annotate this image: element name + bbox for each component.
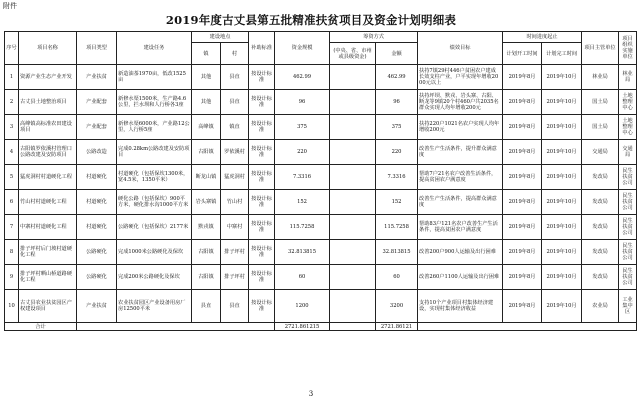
row-standard: 按设计标准 [249,165,275,190]
row-task: 完成200米公路硬化及保坎 [117,265,192,290]
row-task: 新修水渠6000米，产业路12公里，人行桥5座 [117,115,192,140]
row-benefit: 改善260户1100人运输及出行困难 [418,265,503,290]
row-benefit: 改善生产生活条件，提高群众满意度 [418,190,503,215]
row-task: 新造油茶1970亩，低改1525亩 [117,65,192,90]
row-town: 岩头寨镇 [192,190,221,215]
row-task: 硬化公路（包括保坎）900平方米，硬化排水沟1000平方米 [117,190,192,215]
row-dept: 发改局 [582,190,619,215]
row-village: 县直 [221,65,249,90]
row-task: 新修水渠1500米，生产路4.6公里，拦水坝和人行桥各3座 [117,90,192,115]
row-project-name: 猛虎洞村村道硬化工程 [19,165,77,190]
row-village: 中寨村 [221,215,249,240]
row-village: 罗依溪村 [221,140,249,165]
row-project-name: 中寨村村道硬化工程 [19,215,77,240]
row-project-name: 古丈县农业扶贫园区产权建设项目 [19,290,77,323]
row-end: 2019年10月 [542,190,582,215]
row-amount: 60 [376,265,418,290]
header-seq: 序号 [5,32,19,65]
row-dept: 交通局 [582,140,619,165]
row-standard: 按设计标准 [249,290,275,323]
row-village: 猛虎洞村 [221,165,249,190]
row-amount: 152 [376,190,418,215]
row-scale: 32.813815 [275,240,330,265]
row-scale: 7.3316 [275,165,330,190]
row-scale: 375 [275,115,330,140]
row-standard: 按设计标准 [249,265,275,290]
table-row [5,290,637,323]
row-amount: 462.99 [376,65,418,90]
total-amount: 2721.86121 [376,323,418,331]
table-row [5,265,637,290]
row-source [330,215,376,240]
header-subsidy-standard: 补助标准 [249,32,275,65]
row-village: 排子坪村 [221,240,249,265]
header-fund-scale: 资金规模 [275,32,330,65]
row-standard: 按设计标准 [249,90,275,115]
row-start: 2019年8月 [503,140,542,165]
row-village: 镇直 [221,115,249,140]
row-end: 2019年10月 [542,290,582,323]
row-benefit: 扶持220户1021名农户实现人均年增收200元 [418,115,503,140]
row-standard: 按设计标准 [249,240,275,265]
row-dept: 发改局 [582,265,619,290]
row-start: 2019年8月 [503,290,542,323]
row-impl: 民生扶贫公司 [619,240,637,265]
row-project-name: 古丈县土地整治项目 [19,90,77,115]
row-impl: 民生扶贫公司 [619,165,637,190]
row-project-name: 高峰镇高标准农田建设项目 [19,115,77,140]
row-impl: 工业集中区 [619,290,637,323]
header-implementing-unit: 项目组织实施单位 [619,32,637,65]
row-task: 村道硬化（包括保坎1300米，宽4.5米，1350平米） [117,165,192,190]
header-village: 村 [221,43,249,65]
row-benefit: 改善生产生活条件，提升群众满意度 [418,140,503,165]
row-end: 2019年10月 [542,265,582,290]
page-title: 2019年度古丈县第五批精准扶贫项目及资金计划明细表 [165,13,457,27]
row-source [330,115,376,140]
row-benefit: 帮助7户21名农户改善生活条件，提高贫困农户满意度 [418,165,503,190]
row-impl: 林业局 [619,65,637,90]
row-end: 2019年10月 [542,165,582,190]
row-town: 其他 [192,90,221,115]
row-end: 2019年10月 [542,240,582,265]
row-impl: 民生扶贫公司 [619,215,637,240]
row-seq: 9 [5,265,19,290]
row-amount: 375 [376,115,418,140]
row-town: 古阳镇 [192,265,221,290]
row-project-name: 古阳镇罗依溪村管理口公路改建及安防项目 [19,140,77,165]
row-impl: 交通局 [619,140,637,165]
total-scale: 2721.861215 [275,323,330,331]
header-project-name: 项目名称 [19,32,77,65]
row-start: 2019年8月 [503,215,542,240]
row-town: 县直 [192,290,221,323]
row-seq: 4 [5,140,19,165]
row-project-type: 村道硬化 [77,190,117,215]
row-source [330,240,376,265]
row-impl: 土地整理中心 [619,115,637,140]
row-start: 2019年8月 [503,165,542,190]
row-amount: 115.7258 [376,215,418,240]
row-start: 2019年8月 [503,115,542,140]
table-row [5,165,637,190]
row-start: 2019年8月 [503,240,542,265]
row-project-type: 产业扶贫 [77,290,117,323]
total-label: 合计 [5,323,77,331]
row-town: 断龙山镇 [192,165,221,190]
row-standard: 按设计标准 [249,115,275,140]
header-town: 镇 [192,43,221,65]
row-project-type: 公路硬化 [77,240,117,265]
row-dept: 发改局 [582,165,619,190]
row-project-type: 产业配套 [77,90,117,115]
row-town: 高峰镇 [192,115,221,140]
row-end: 2019年10月 [542,140,582,165]
row-seq: 3 [5,115,19,140]
header-amount: 金额 [376,43,418,65]
row-source [330,190,376,215]
row-dept: 林业局 [582,65,619,90]
row-source [330,90,376,115]
row-scale: 1200 [275,290,330,323]
row-amount: 32.813815 [376,240,418,265]
row-scale: 220 [275,140,330,165]
row-standard: 按设计标准 [249,140,275,165]
row-source [330,165,376,190]
row-town: 默戎镇 [192,215,221,240]
row-village: 竹山村 [221,190,249,215]
row-amount: 3200 [376,290,418,323]
row-standard: 按设计标准 [249,65,275,90]
row-end: 2019年10月 [542,115,582,140]
table-row [5,115,637,140]
row-project-type: 村道硬化 [77,215,117,240]
row-scale: 60 [275,265,330,290]
row-source [330,140,376,165]
row-benefit: 改善200户900人运输及出行困难 [418,240,503,265]
row-dept: 国土局 [582,90,619,115]
row-village: 县直 [221,90,249,115]
header-construction-task: 建设任务 [117,32,192,65]
header-plan-end: 计划完工时间 [542,43,582,65]
row-project-name: 资源产业生态产业开发 [19,65,77,90]
row-town: 古阳镇 [192,240,221,265]
row-seq: 7 [5,215,19,240]
row-project-type: 产业扶贫 [77,65,117,90]
row-amount: 220 [376,140,418,165]
row-impl: 民生扶贫公司 [619,265,637,290]
row-project-type: 公路硬化 [77,265,117,290]
header-location: 建设地点 [192,32,249,43]
row-task: 公路硬化（包括保坎）2177米 [117,215,192,240]
row-standard: 按设计标准 [249,215,275,240]
row-start: 2019年8月 [503,90,542,115]
header-funding-source: (中央、省、市州或县级资金) [330,43,376,65]
row-source [330,265,376,290]
attachment-label: 附件 [3,2,17,10]
row-start: 2019年8月 [503,65,542,90]
row-task: 完成1000米公路硬化及保坎 [117,240,192,265]
row-amount: 96 [376,90,418,115]
project-fund-table [4,31,637,331]
row-amount: 7.3316 [376,165,418,190]
row-scale: 152 [275,190,330,215]
row-town: 古阳镇 [192,140,221,165]
row-seq: 1 [5,65,19,90]
header-funding-method: 筹资方式 [330,32,418,43]
row-impl: 土地整理中心 [619,90,637,115]
row-village: 排子坪村 [221,265,249,290]
header-responsible-unit: 项目主管单位 [582,32,619,65]
table-row [5,140,637,165]
table-row [5,215,637,240]
row-benefit: 扶持坪坝、默戎、岩头寨、古阳、断龙等9镇20个村460户共2035名群众实现人均年增收200元 [418,90,503,115]
row-project-type: 村道硬化 [77,165,117,190]
table-row [5,240,637,265]
row-end: 2019年10月 [542,215,582,240]
row-project-name: 排子坪村晒山桥道路硬化工程 [19,265,77,290]
row-dept: 发改局 [582,215,619,240]
row-task: 完成0.28km公路改建及安防项目 [117,140,192,165]
row-seq: 2 [5,90,19,115]
row-task: 农业扶贫园区产业设备用房厂房12500平米 [117,290,192,323]
row-project-name: 排子坪村后门坡村道硬化工程 [19,240,77,265]
row-town: 其他 [192,65,221,90]
row-project-type: 公路改造 [77,140,117,165]
header-plan-start: 计划开工时间 [503,43,542,65]
row-seq: 10 [5,290,19,323]
row-seq: 8 [5,240,19,265]
row-benefit: 帮助83户121名农户改善生产生活条件，提高贫困农户满意度 [418,215,503,240]
header-benefit-link: 绩效目标 [418,32,503,65]
table-row [5,190,637,215]
table-row [5,65,637,90]
row-scale: 462.99 [275,65,330,90]
row-dept: 发改局 [582,240,619,265]
header-schedule: 时间进度起止 [503,32,582,43]
row-seq: 5 [5,165,19,190]
row-impl: 民生扶贫公司 [619,190,637,215]
row-scale: 115.7258 [275,215,330,240]
header-project-type: 项目类型 [77,32,117,65]
row-seq: 6 [5,190,19,215]
row-standard: 按设计标准 [249,190,275,215]
row-dept: 国土局 [582,115,619,140]
row-start: 2019年8月 [503,265,542,290]
row-source [330,65,376,90]
row-project-type: 产业配套 [77,115,117,140]
total-row [5,323,637,331]
table-row [5,90,637,115]
row-start: 2019年8月 [503,190,542,215]
row-village: 县直 [221,290,249,323]
row-benefit: 支持10个产业项目村集体经济建设，实现村集体经济收益 [418,290,503,323]
row-end: 2019年10月 [542,65,582,90]
row-scale: 96 [275,90,330,115]
row-end: 2019年10月 [542,90,582,115]
page-number: 3 [308,390,314,398]
row-project-name: 竹山村村道硬化工程 [19,190,77,215]
row-benefit: 扶持7镇29村446户贫困农户建成长效支柱产业，户平实现年增收2000元以上 [418,65,503,90]
row-source [330,290,376,323]
row-dept: 农业局 [582,290,619,323]
